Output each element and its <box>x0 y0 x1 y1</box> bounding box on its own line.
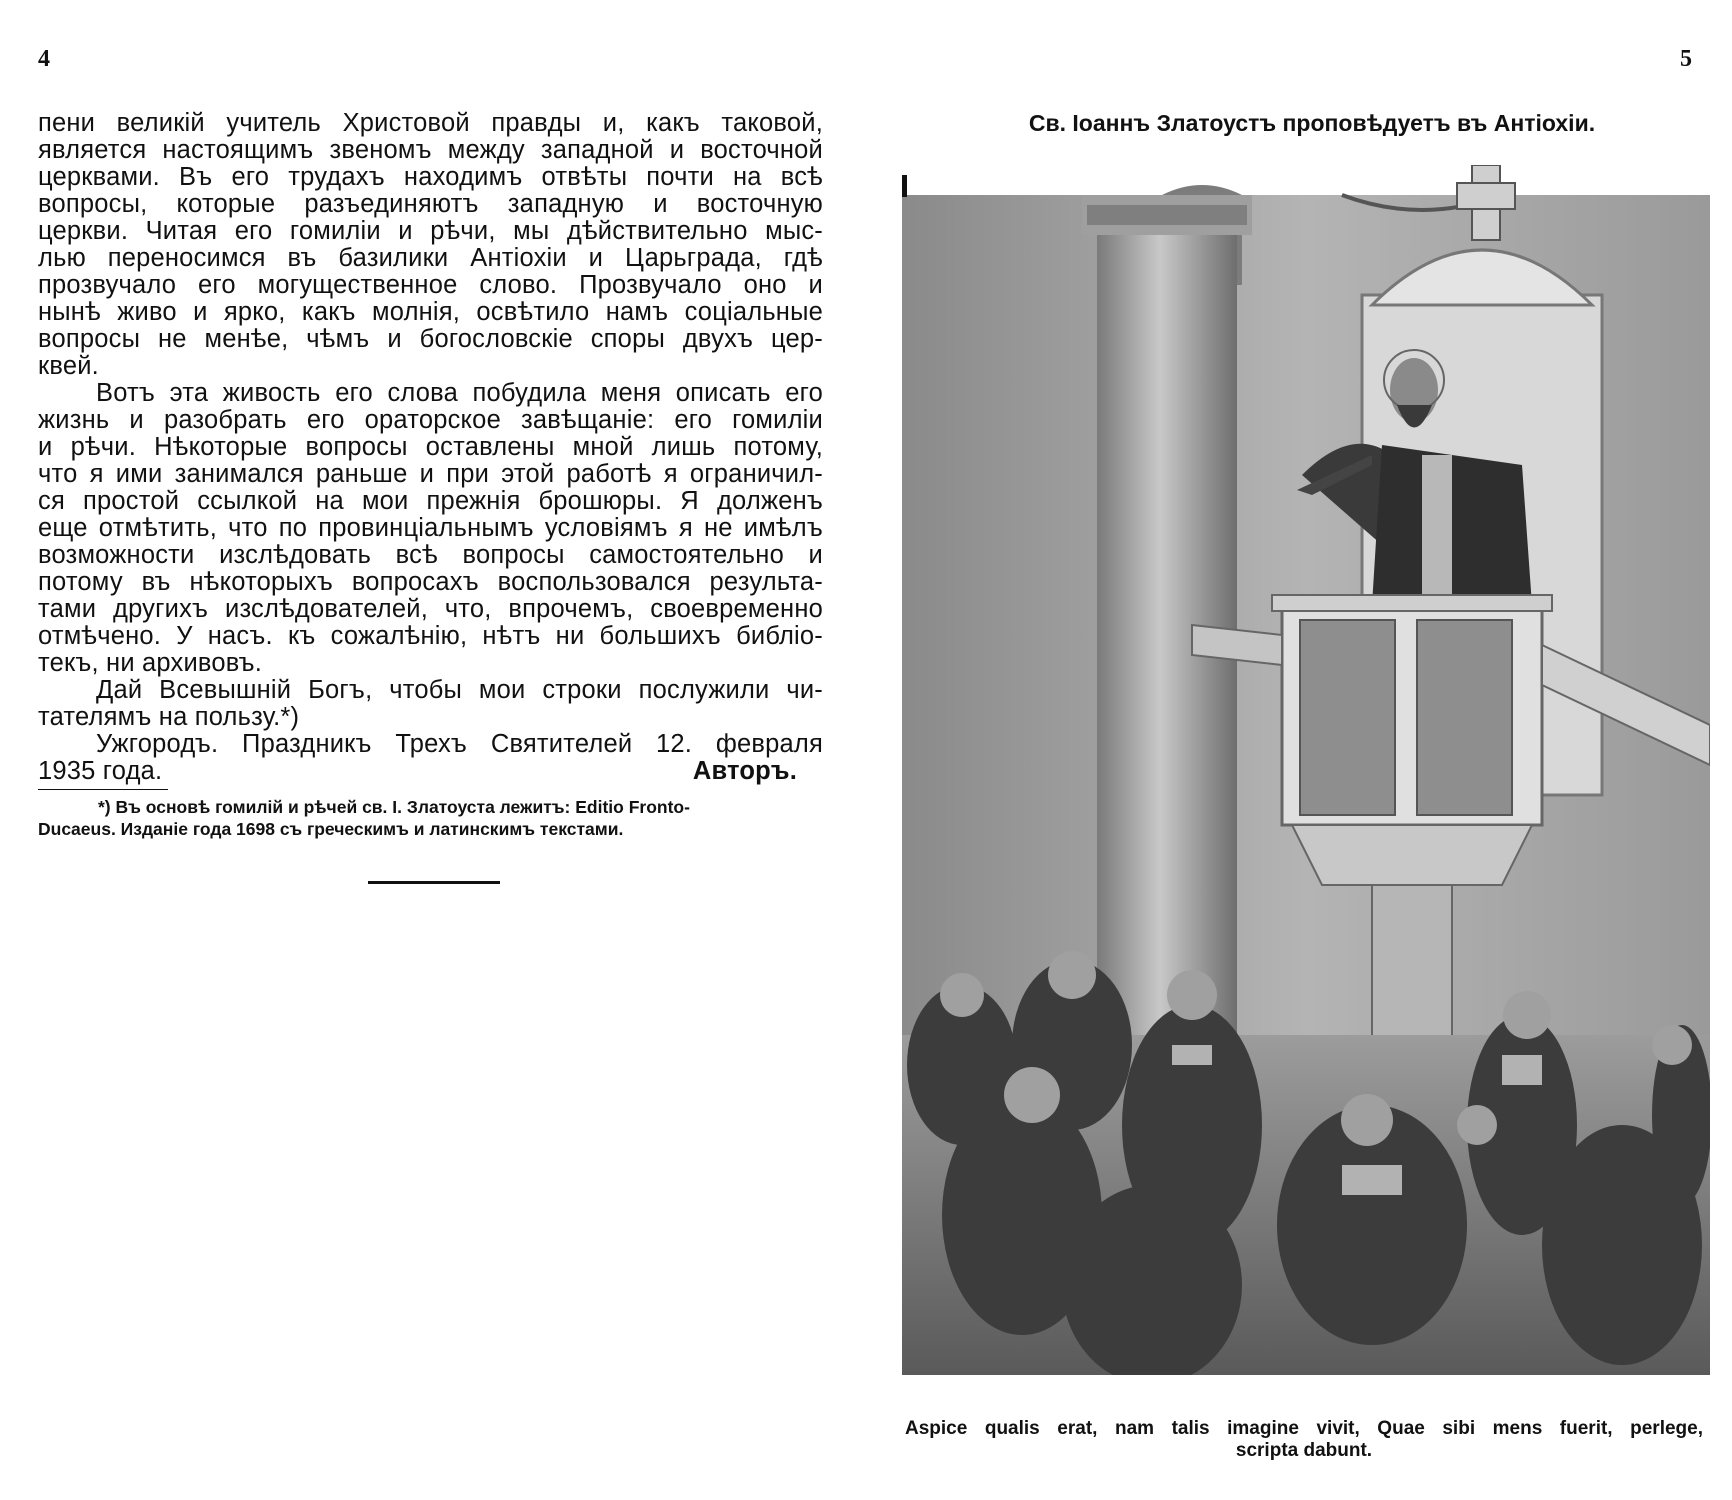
text-line: лью переносимся въ базилики Антіохіи и Царьграда, гдѣ <box>38 244 823 272</box>
text-line: тами другихъ изслѣдователей, что, впрочемъ, своевременно <box>38 595 823 623</box>
text-line: пени великій учитель Христовой правды и, какъ таковой, <box>38 109 823 137</box>
paragraph-1 <box>38 110 823 380</box>
text-line: церкви. Читая его гомиліи и рѣчи, мы дѣйствительно мыс- <box>38 217 823 245</box>
text-line: является настоящимъ звеномъ между западной и восточной <box>38 136 823 164</box>
author-signature: Авторъ. <box>692 757 797 785</box>
text-line: ся простой ссылкой на мои прежнія брошюры. Я долженъ <box>38 487 823 515</box>
text-line: возможности изслѣдовать всѣ вопросы самостоятельно и <box>38 541 823 569</box>
plate-title: Св. Іоаннъ Златоустъ проповѣдуетъ въ Антіохіи. <box>1028 110 1596 136</box>
caption-line-2: scripta dabunt. <box>1235 1440 1373 1461</box>
paragraph-place-date <box>38 731 823 785</box>
text-line: прозвучало его могущественное слово. Прозвучало оно и <box>38 271 823 299</box>
text-line: Дай Всевышній Богъ, чтобы мои строки послужили чи- <box>96 676 823 704</box>
text-line: потому въ нѣкоторыхъ вопросахъ воспользовался результа- <box>38 568 823 596</box>
footnote-line: *) Въ основѣ гомилій и рѣчей св. І. Златоуста лежитъ: Editio Fronto- <box>98 797 690 817</box>
text-line: еще отмѣтить, что по провинціальнымъ условіямъ я не имѣлъ <box>38 514 823 542</box>
text-line: что я ими занимался раньше и при этой работѣ я ограничил- <box>38 460 823 488</box>
text-line: текъ, ни архивовъ. <box>38 649 263 677</box>
text-line: и рѣчи. Нѣкоторые вопросы оставлены мной лишь потому, <box>38 433 823 461</box>
paragraph-3 <box>38 677 823 731</box>
illustration-chrysostom-preaching <box>902 165 1710 1405</box>
text-line: Ужгородъ. Праздникъ Трехъ Святителей 12. февраля <box>96 730 823 758</box>
text-line: церквами. Въ его трудахъ находимъ отвѣты почти на всѣ <box>38 163 823 191</box>
text-line: 1935 года. Авторъ. <box>38 757 797 785</box>
text-line: нынѣ живо и ярко, какъ молнія, освѣтило намъ соціальные <box>38 298 823 326</box>
text-line: вопросы не менѣе, чѣмъ и богословскіе споры двухъ цер- <box>38 325 823 353</box>
text-line: вопросы, которые разъединяютъ западную и восточную <box>38 190 823 218</box>
text-line: тателямъ на пользу.*) <box>38 703 300 731</box>
caption-line-1: Aspice qualis erat, nam talis imagine vivit, Quae sibi mens fuerit, perlege, <box>905 1418 1703 1439</box>
text-line: отмѣчено. У насъ. къ сожалѣнію, нѣтъ ни большихъ библіо- <box>38 622 823 650</box>
footnote-rule <box>38 789 168 790</box>
page-number-right: 5 <box>1680 46 1692 72</box>
text-line: Вотъ эта живость его слова побудила меня описать его <box>96 379 823 407</box>
illustration-caption <box>905 1418 1703 1462</box>
footnote-line: Ducaeus. Изданіе года 1698 съ греческимъ и латинскимъ текстами. <box>38 819 624 839</box>
page-number-left: 4 <box>38 46 50 72</box>
left-page-body <box>38 110 823 840</box>
footnote <box>38 796 823 840</box>
text-line: жизнь и разобрать его ораторское завѣщаніе: его гомиліи <box>38 406 823 434</box>
paragraph-2 <box>38 380 823 677</box>
text-line: квей. <box>38 352 99 380</box>
end-rule <box>368 881 500 884</box>
